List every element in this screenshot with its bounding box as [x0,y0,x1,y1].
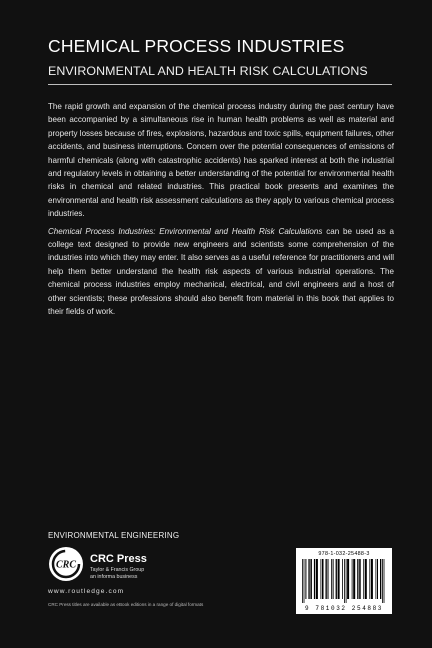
barcode-bar [338,559,340,599]
publisher-website[interactable]: www.routledge.com [48,588,125,595]
book-title: CHEMICAL PROCESS INDUSTRIES [48,36,345,56]
barcode-bar [353,559,355,599]
isbn-number: 978-1-032-25488-3 [318,551,370,557]
barcode-bars [300,559,388,603]
blurb [48,100,394,323]
barcode-bar [369,559,370,599]
barcode-bar [344,559,345,603]
barcode-bar [304,559,305,603]
ebook-note: CRC Press titles are available as eBook editions in a range of digital formats [48,602,204,607]
publisher-group-line-2: an informa business [90,574,138,580]
barcode-bar [357,559,358,599]
title-divider [48,84,392,85]
barcode-bar [347,559,349,599]
barcode-bar [310,559,312,599]
barcode-bar [314,559,315,599]
barcode-bar [352,559,353,599]
barcode-bar [376,559,377,599]
publisher-name: CRC Press [90,553,147,565]
barcode-bar [380,559,381,599]
barcode-bar [359,559,361,599]
barcode-bar [384,559,385,603]
blurb-paragraph-1: The rapid growth and expansion of the chemical process industry during the past century have been accompanied by a simultaneous rise in human health problems as well as material and property losses because of fires, explosions, hazardous and toxic spills, equipment failures, other accidents, and business interruptions. Concern over the potential consequences of emissions of harmful chemicals (along with catastrophic accidents) has sparked interest at both the industrial and regulatory levels in obtaining a better understanding of the potential for environmental health risks in chemical and related industries. This practical book presents and examines the environmental and health risk assessment calculations as they apply to various chemical process industries. [48,102,394,219]
barcode-bar [333,559,334,599]
barcode-bar [321,559,322,599]
blurb-paragraph-2 [48,225,394,319]
publisher-group [90,567,144,581]
barcode [296,548,392,614]
barcode-bar [322,559,324,599]
barcode-bar [302,559,303,603]
subject-category: ENVIRONMENTAL ENGINEERING [48,531,180,540]
barcode-digits: 9 781032 254883 [304,605,383,612]
book-title-italic: Chemical Process Industries: Environmental and Health Risk Calculations [48,226,323,236]
publisher-group-line-1: Taylor & Francis Group [90,567,145,573]
crc-logo-text: CRC [55,559,77,571]
barcode-bar [336,559,337,599]
barcode-bar [371,559,373,599]
barcode-bar [316,559,318,599]
barcode-bar [326,559,327,599]
barcode-bar [382,559,383,603]
barcode-bar [305,559,306,599]
book-subtitle: ENVIRONMENTAL AND HEALTH RISK CALCULATIONS [48,64,368,78]
barcode-bar [328,559,329,599]
crc-press-logo-icon [48,546,84,582]
barcode-bar [308,559,309,599]
barcode-bar [365,559,367,599]
barcode-bar [363,559,364,599]
barcode-bar [331,559,332,599]
barcode-bar [377,559,378,599]
barcode-bar [342,559,343,599]
blurb-paragraph-2-rest: can be used as a college text designed to provide new engineers and scientists some comprehension of the industries into which they may enter. It also serves as a useful reference for practitioners and will help them better understand the health risk aspects of various industrial operations. The chemical process industries employ mechanical, electrical, and civil engineers and a host of other scientists; these professions should also benefit from material in this book that applies to their fields of work. [48,226,395,317]
barcode-bar [346,559,347,603]
